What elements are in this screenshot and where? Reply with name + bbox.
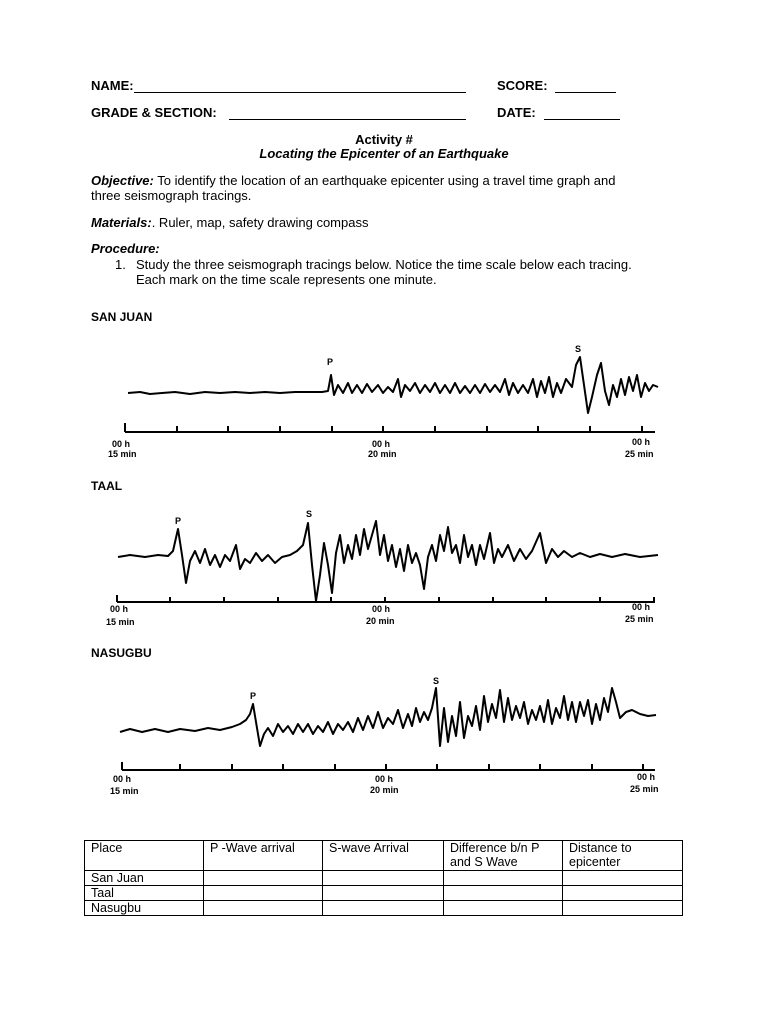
score-label: SCORE: <box>497 78 548 93</box>
tick-label-bottom: 15 min <box>110 786 139 796</box>
distance-cell[interactable] <box>563 871 683 886</box>
column-header: S-wave Arrival <box>323 841 444 871</box>
p-wave-cell[interactable] <box>204 871 323 886</box>
grade-section-field[interactable] <box>229 119 466 120</box>
p-wave-cell[interactable] <box>204 901 323 916</box>
p-wave-label: P <box>327 357 334 367</box>
seismograph-nasugbu <box>0 672 768 802</box>
tick-label-bottom: 15 min <box>108 449 137 459</box>
column-header: Difference b/n P and S Wave <box>444 841 563 871</box>
seismograph-san-juan <box>0 335 768 465</box>
name-label: NAME: <box>91 78 134 93</box>
column-header: Distance to epicenter <box>563 841 683 871</box>
seismograph-taal <box>0 505 768 635</box>
seismograph-place-label: NASUGBU <box>91 646 152 660</box>
results-table <box>84 840 683 916</box>
tick-label-top: 00 h <box>375 774 394 784</box>
date-field[interactable] <box>544 119 620 120</box>
grade-section-label: GRADE & SECTION: <box>91 105 217 120</box>
tick-label-bottom: 20 min <box>368 449 397 459</box>
tick-label-bottom: 20 min <box>366 616 395 626</box>
seismograph-place-label: SAN JUAN <box>91 310 153 324</box>
p-wave-label: P <box>250 691 257 701</box>
s-wave-cell[interactable] <box>323 886 444 901</box>
procedure-label: Procedure: <box>91 241 160 256</box>
place-cell: San Juan <box>85 871 204 886</box>
tick-label-bottom: 20 min <box>370 785 399 795</box>
s-wave-label: S <box>306 509 313 519</box>
tick-label-top: 00 h <box>372 604 391 614</box>
procedure-step-line2: Each mark on the time scale represents one minute. <box>136 272 437 287</box>
column-header: P -Wave arrival <box>204 841 323 871</box>
materials-paragraph <box>91 215 368 230</box>
tick-label-top: 00 h <box>110 604 129 614</box>
tick-label-bottom: 25 min <box>630 784 659 794</box>
p-wave-cell[interactable] <box>204 886 323 901</box>
tick-label-top: 00 h <box>632 437 651 447</box>
table-row <box>85 901 683 916</box>
tick-label-bottom: 15 min <box>106 617 135 627</box>
activity-title: Locating the Epicenter of an Earthquake <box>259 146 509 161</box>
tick-label-bottom: 25 min <box>625 449 654 459</box>
s-wave-cell[interactable] <box>323 871 444 886</box>
time-scale-ticks <box>117 595 654 602</box>
s-wave-cell[interactable] <box>323 901 444 916</box>
difference-cell[interactable] <box>444 871 563 886</box>
objective-text-line1: To identify the location of an earthquake epicenter using a travel time graph and <box>157 173 616 188</box>
column-header: Place <box>85 841 204 871</box>
distance-cell[interactable] <box>563 886 683 901</box>
name-field[interactable] <box>134 92 466 93</box>
tick-label-top: 00 h <box>113 774 132 784</box>
s-wave-label: S <box>433 676 440 686</box>
time-scale-ticks <box>122 762 643 770</box>
tick-label-bottom: 25 min <box>625 614 654 624</box>
score-field[interactable] <box>555 92 616 93</box>
time-scale-ticks <box>125 423 642 432</box>
place-cell: Nasugbu <box>85 901 204 916</box>
table-header-row <box>85 841 683 871</box>
p-wave-label: P <box>175 516 182 526</box>
difference-cell[interactable] <box>444 886 563 901</box>
seismograph-trace <box>118 521 658 601</box>
place-cell: Taal <box>85 886 204 901</box>
objective-label: Objective: <box>91 173 154 188</box>
procedure-step-number: 1. <box>115 257 126 272</box>
table-row <box>85 871 683 886</box>
tick-label-top: 00 h <box>632 602 651 612</box>
tick-label-top: 00 h <box>637 772 656 782</box>
materials-label: Materials: <box>91 215 152 230</box>
seismograph-trace <box>128 357 658 413</box>
distance-cell[interactable] <box>563 901 683 916</box>
procedure-step-text <box>136 257 696 287</box>
tick-label-top: 00 h <box>112 439 131 449</box>
s-wave-label: S <box>575 344 582 354</box>
tick-label-top: 00 h <box>372 439 391 449</box>
procedure-step-line1: Study the three seismograph tracings below. Notice the time scale below each tracing. <box>136 257 632 272</box>
seismograph-trace <box>120 688 656 746</box>
table-row <box>85 886 683 901</box>
activity-number: Activity # <box>355 132 413 147</box>
objective-paragraph <box>91 173 691 203</box>
objective-text-line2: three seismograph tracings. <box>91 188 252 203</box>
difference-cell[interactable] <box>444 901 563 916</box>
seismograph-place-label: TAAL <box>91 479 123 493</box>
date-label: DATE: <box>497 105 536 120</box>
materials-text: . Ruler, map, safety drawing compass <box>151 215 369 230</box>
